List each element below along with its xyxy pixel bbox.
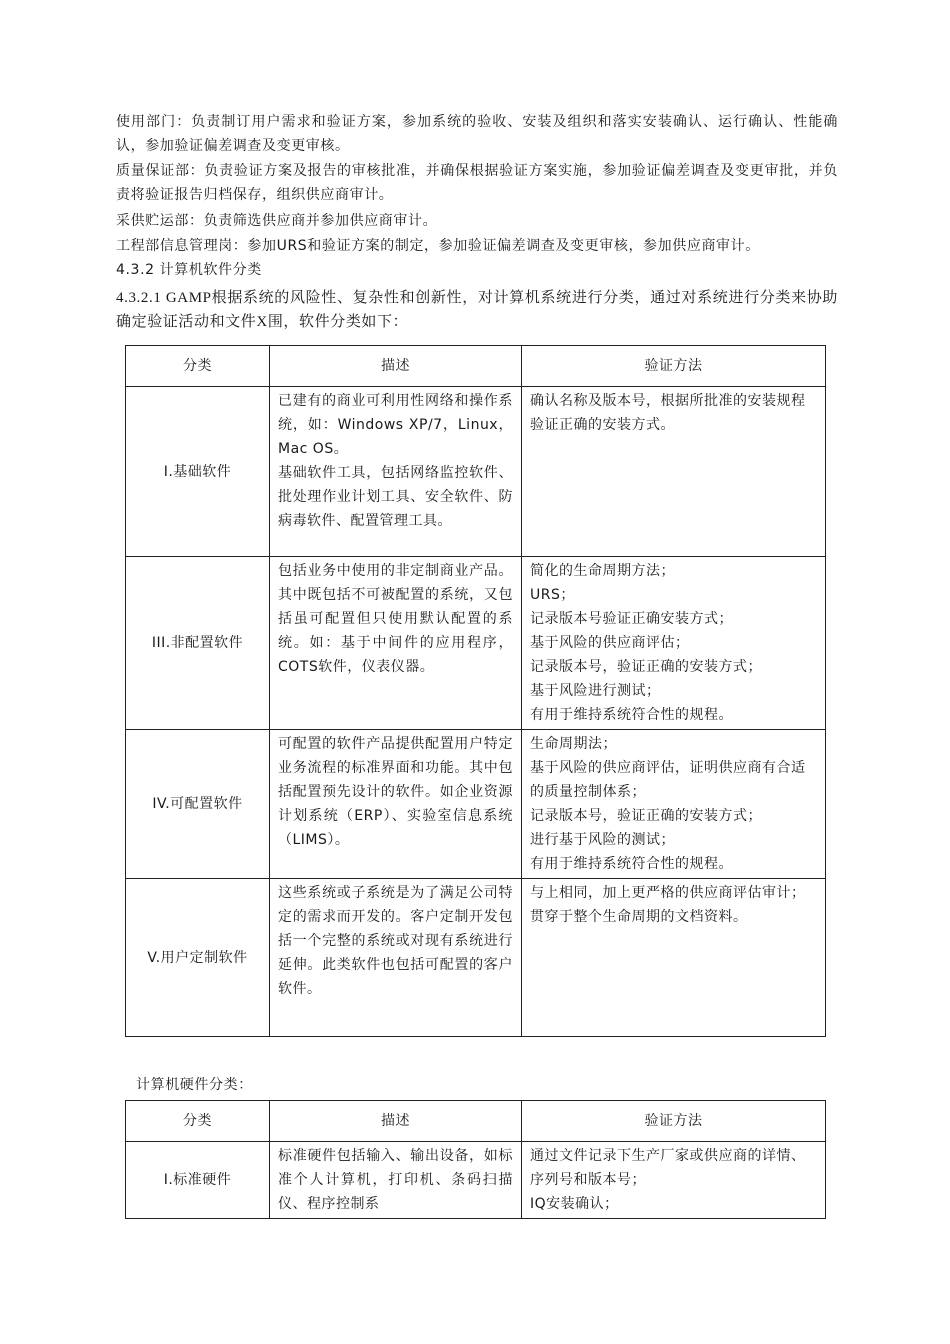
category-cell: IV.可配置软件 (126, 730, 270, 879)
method-line: 生命周期法； (530, 736, 617, 752)
header-method: 验证方法 (522, 1101, 826, 1142)
header-description: 描述 (270, 1101, 522, 1142)
description-cell (270, 730, 522, 879)
method-line: 确认名称及版本号，根据所批准的安装规程验证正确的安装方式。 (530, 393, 806, 433)
method-line: 简化的生命周期方法； (530, 563, 675, 579)
category-cell: I.标准硬件 (126, 1142, 270, 1219)
section-heading-software-classification: 4.3.2 计算机软件分类 (116, 262, 262, 278)
paragraph-gamp-classification: 4.3.2.1 GAMP根据系统的风险性、复杂性和创新性，对计算机系统进行分类，通过对系统进行分类来协助确定验证活动和文件X围，软件分类如下： (116, 290, 838, 330)
method-line: 基于风险的供应商评估； (530, 635, 690, 651)
software-classification-table (125, 345, 826, 1037)
method-cell (522, 557, 826, 730)
method-line: URS； (530, 587, 575, 603)
category-cell: V.用户定制软件 (126, 879, 270, 1037)
method-line: 通过文件记录下生产厂家或供应商的详情、序列号和版本号； (530, 1148, 806, 1188)
description-line: 包括业务中使用的非定制商业产品。其中既包括不可被配置的系统，又包括虽可配置但只使用默认配置的系统。如：基于中间件的应用程序，COTS软件，仪表仪器。 (278, 563, 513, 675)
hardware-classification-table (125, 1100, 826, 1219)
description-cell (270, 1142, 522, 1219)
paragraph-engineering-department: 工程部信息管理岗：参加URS和验证方案的制定，参加验证偏差调查及变更审核，参加供应商审计。 (116, 238, 760, 254)
method-line: 基于风险进行测试； (530, 683, 661, 699)
description-line: 基础软件工具，包括网络监控软件、批处理作业计划工具、安全软件、防病毒软件、配置管理工具。 (278, 465, 513, 529)
method-cell (522, 387, 826, 557)
method-line: 基于风险的供应商评估，证明供应商有合适的质量控制体系； (530, 760, 806, 800)
table-header-row (126, 1101, 826, 1142)
paragraph-procurement-department: 采供贮运部：负责筛选供应商并参加供应商审计。 (116, 213, 438, 229)
category-cell: I.基础软件 (126, 387, 270, 557)
description-line: 已建有的商业可利用性网络和操作系统，如：Windows XP/7，Linux，Mac OS。 (278, 393, 513, 457)
paragraph-user-department: 使用部门：负责制订用户需求和验证方案，参加系统的验收、安装及组织和落实安装确认、运行确认、性能确认，参加验证偏差调查及变更审核。 (116, 114, 838, 154)
header-description: 描述 (270, 346, 522, 387)
header-category: 分类 (126, 1101, 270, 1142)
method-line: 记录版本号验证正确安装方式； (530, 611, 733, 627)
table-row (126, 730, 826, 879)
category-cell: III.非配置软件 (126, 557, 270, 730)
description-line: 这些系统或子系统是为了满足公司特定的需求而开发的。客户定制开发包括一个完整的系统或对现有系统进行延伸。此类软件也包括可配置的客户软件。 (278, 885, 513, 997)
paragraph-qa-department: 质量保证部：负责验证方案及报告的审核批准，并确保根据验证方案实施，参加验证偏差调查及变更审批，并负责将验证报告归档保存，组织供应商审计。 (116, 163, 838, 203)
method-line: IQ安装确认； (530, 1196, 619, 1212)
method-line: 与上相同，加上更严格的供应商评估审计； (530, 885, 806, 901)
table-header-row (126, 346, 826, 387)
table-row (126, 879, 826, 1037)
method-line: 进行基于风险的测试； (530, 832, 675, 848)
table-row (126, 557, 826, 730)
method-line: 记录版本号，验证正确的安装方式； (530, 659, 762, 675)
method-line: 有用于维持系统符合性的规程。 (530, 707, 733, 723)
method-cell (522, 730, 826, 879)
method-cell (522, 879, 826, 1037)
method-line: 记录版本号，验证正确的安装方式； (530, 808, 762, 824)
table-row (126, 387, 826, 557)
description-line: 标准硬件包括输入、输出设备，如标准个人计算机，打印机、条码扫描仪、程序控制系 (278, 1148, 513, 1212)
header-category: 分类 (126, 346, 270, 387)
method-line: 贯穿于整个生命周期的文档资料。 (530, 909, 748, 925)
hardware-caption: 计算机硬件分类： (136, 1077, 253, 1093)
method-cell (522, 1142, 826, 1219)
description-cell (270, 879, 522, 1037)
description-line: 可配置的软件产品提供配置用户特定业务流程的标准界面和功能。其中包括配置预先设计的软件。如企业资源计划系统（ERP）、实验室信息系统（LIMS）。 (278, 736, 513, 848)
table-row (126, 1142, 826, 1219)
header-method: 验证方法 (522, 346, 826, 387)
description-cell (270, 387, 522, 557)
description-cell (270, 557, 522, 730)
method-line: 有用于维持系统符合性的规程。 (530, 856, 733, 872)
